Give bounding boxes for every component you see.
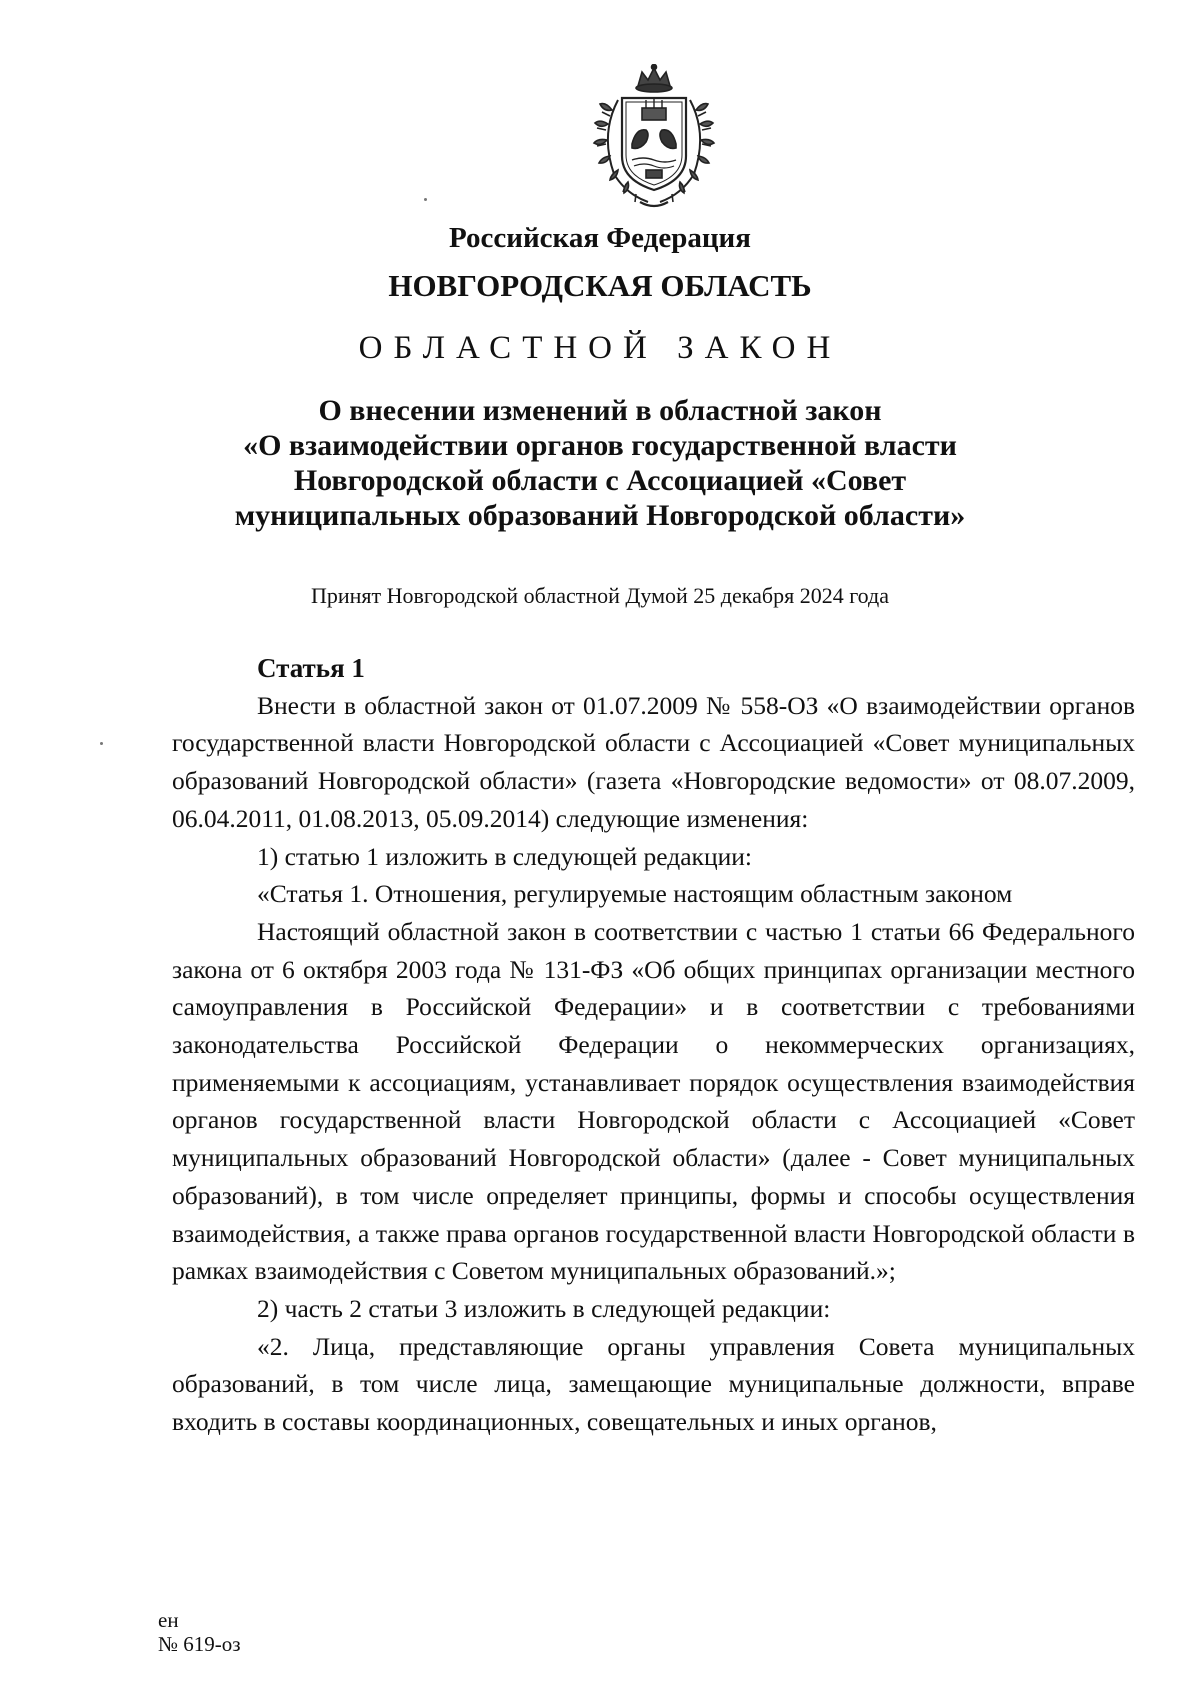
adoption-note: Принят Новгородской областной Думой 25 декабря 2024 года: [310, 583, 889, 608]
amended-part-text: «2. Лица, представляющие органы управления Совета муниципальных образований, в том числе лица, замещающие муниципальные должности, вправе входить в составы координационных, совещательных и иных органов,: [172, 1331, 1135, 1437]
law-title: [160, 393, 1040, 533]
document-code: [158, 1608, 241, 1656]
law-title-line: «О взаимодействии органов государственной власти: [243, 429, 957, 462]
law-body: [172, 650, 1135, 1441]
executor-initials: ен: [158, 1608, 179, 1632]
amended-article-heading: «Статья 1. Отношения, регулируемые настоящим областным законом: [257, 879, 1013, 909]
amended-article-text: Настоящий областной закон в соответствии с частью 1 статьи 66 Федерального закона от 6 октября 2003 года № 131-ФЗ «Об общих принципах организации местного самоуправления в Российской Федерации» и в соответствии с требованиями законодательства Российской Федерации о некоммерческих организациях, применяемыми к ассоциациям, устанавливает порядок осуществления взаимодействия органов государственной власти Новгородской области с Ассоциацией «Совет муниципальных образований Новгородской области» (далее - Совет муниципальных образований), в том числе определяет принципы, формы и способы осуществления взаимодействия, а также права органов государственной власти Новгородской области в рамках взаимодействия с Советом муниципальных образований.»;: [172, 916, 1135, 1286]
article-intro: Внести в областной закон от 01.07.2009 № 558-ОЗ «О взаимодействии органов государственной власти Новгородской области с Ассоциацией «Совет муниципальных образований Новгородской области» (газета «Новгородские ведомости» от 08.07.2009, 06.04.2011, 01.08.2013, 05.09.2014) следующие изменения:: [172, 690, 1135, 833]
amendment-item-2: 2) часть 2 статьи 3 изложить в следующей редакции:: [257, 1293, 831, 1323]
law-title-line: Новгородской области с Ассоциацией «Совет: [293, 464, 907, 497]
article-heading: Статья 1: [257, 653, 365, 683]
law-number: № 619-оз: [158, 1632, 241, 1656]
law-title-line: О внесении изменений в областной закон: [318, 394, 882, 427]
scan-speck: [424, 198, 427, 201]
region-name: НОВГОРОДСКАЯ ОБЛАСТЬ: [388, 268, 812, 303]
scan-speck: [100, 742, 103, 745]
amendment-item-1: 1) статью 1 изложить в следующей редакции:: [257, 841, 752, 871]
law-title-line: муниципальных образований Новгородской области»: [234, 499, 966, 532]
document-type: ОБЛАСТНОЙ ЗАКОН: [358, 330, 842, 366]
coat-of-arms-icon: [588, 64, 720, 212]
country-name: Российская Федерация: [449, 222, 751, 254]
